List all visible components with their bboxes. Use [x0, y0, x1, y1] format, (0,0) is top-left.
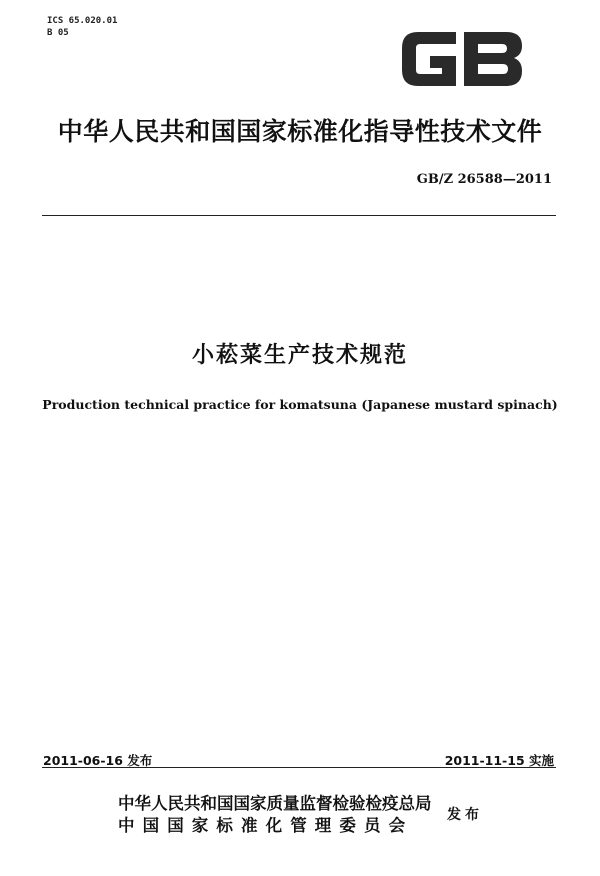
classification-codes	[47, 15, 117, 39]
standard-type-heading: 中华人民共和国国家标准化指导性技术文件	[57, 117, 543, 146]
implementation-date: 2011-11-15 实施	[444, 753, 554, 768]
ics-code: ICS 65.020.01	[47, 16, 118, 26]
issue-date: 2011-06-16 发布	[43, 753, 153, 768]
issuing-authorities	[118, 793, 438, 837]
ccs-code: B 05	[47, 28, 69, 38]
issuer-aqsiq: 中华人民共和国国家质量监督检验检疫总局	[118, 794, 432, 813]
issuer-sac: 中国国家标准化管理委员会	[118, 816, 414, 835]
top-divider	[42, 215, 556, 216]
standard-number: GB/Z 26588—2011	[416, 172, 552, 187]
gb-logo-icon	[398, 26, 526, 92]
document-title-english: Production technical practice for komatsuna (Japanese mustard spinach)	[42, 397, 558, 412]
document-title-chinese: 小菘菜生产技术规范	[191, 343, 408, 368]
bottom-divider	[42, 767, 556, 768]
publish-label: 发布	[447, 807, 483, 823]
